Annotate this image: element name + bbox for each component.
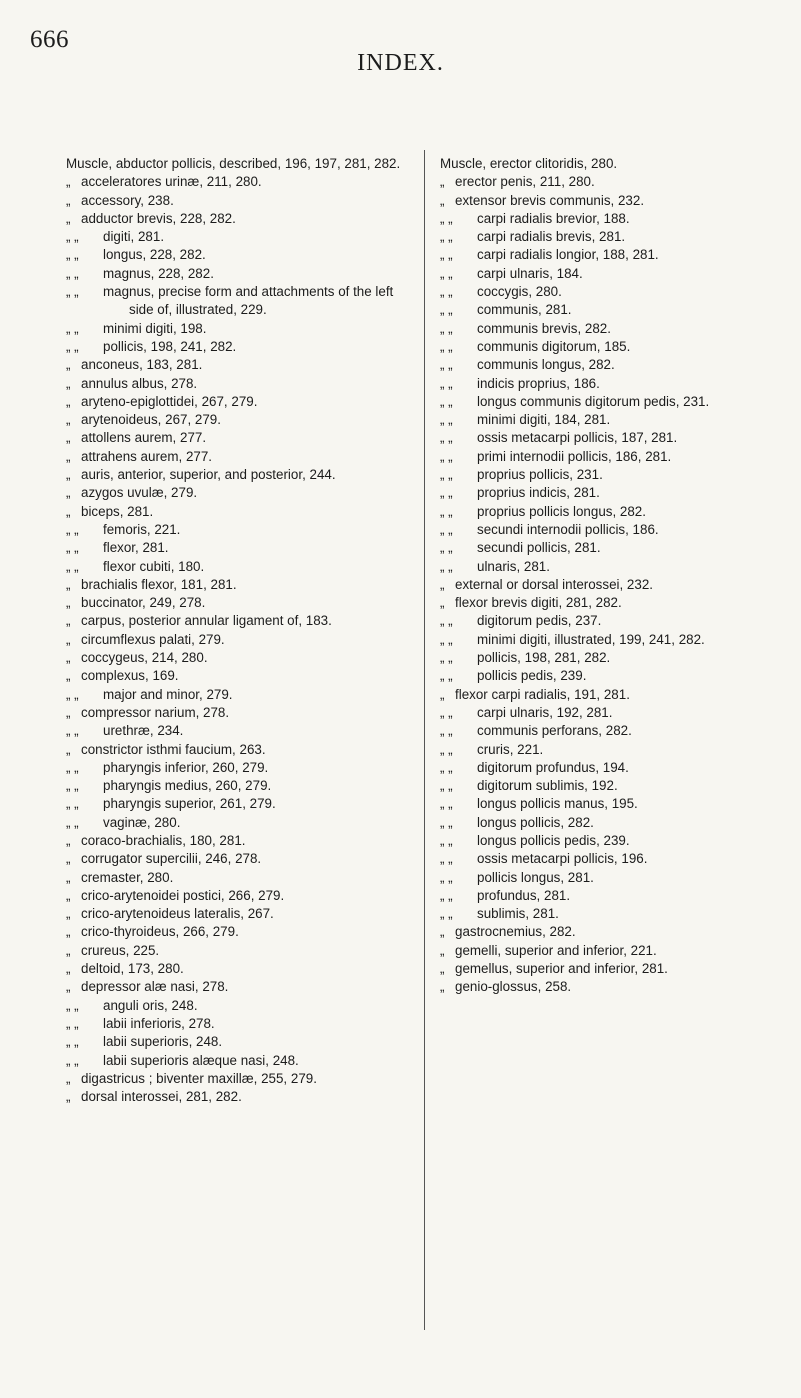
- index-entry-text: circumflexus palati, 279.: [81, 631, 225, 647]
- index-entry: [440, 356, 785, 374]
- ditto-mark: „ „: [440, 704, 453, 720]
- column-divider: [424, 150, 425, 1330]
- index-entry-text: external or dorsal interossei, 232.: [455, 576, 653, 592]
- index-entry: [66, 246, 412, 264]
- ditto-mark: „: [440, 942, 445, 958]
- ditto-mark: „ „: [66, 814, 79, 830]
- index-entry: [66, 576, 412, 594]
- index-entry: [440, 777, 785, 795]
- index-entry-text: flexor, 281.: [103, 540, 169, 556]
- index-entry: [66, 1070, 412, 1088]
- ditto-mark: „: [66, 448, 71, 464]
- ditto-mark: „: [66, 412, 71, 428]
- ditto-mark: „ „: [66, 247, 79, 263]
- index-entry-text: femoris, 221.: [103, 521, 181, 537]
- index-entry: [440, 887, 785, 905]
- ditto-mark: „ „: [440, 412, 453, 428]
- index-entry: [66, 887, 412, 905]
- ditto-mark: „ „: [440, 302, 453, 318]
- index-entry-text: erector penis, 211, 280.: [455, 174, 595, 190]
- index-entry: [66, 741, 412, 759]
- index-entry-text: deltoid, 173, 280.: [81, 961, 184, 977]
- ditto-mark: „ „: [440, 503, 453, 519]
- index-entry-text: proprius pollicis longus, 282.: [477, 503, 646, 519]
- index-entry: [66, 210, 412, 228]
- ditto-mark: „ „: [66, 997, 79, 1013]
- index-entry: [440, 503, 785, 521]
- index-entry-text: auris, anterior, superior, and posterior, 244.: [81, 467, 336, 483]
- index-entry: [66, 429, 412, 447]
- ditto-mark: „: [66, 851, 71, 867]
- ditto-mark: „ „: [440, 778, 453, 794]
- index-entry-text: ossis metacarpi pollicis, 187, 281.: [477, 430, 678, 446]
- index-entry-text: digiti, 281.: [103, 229, 165, 245]
- index-entry-text: labii superioris alæque nasi, 248.: [103, 1052, 299, 1068]
- ditto-mark: „ „: [440, 357, 453, 373]
- ditto-mark: „: [66, 393, 71, 409]
- ditto-mark: „: [66, 192, 71, 208]
- ditto-mark: „ „: [440, 393, 453, 409]
- ditto-mark: „: [66, 741, 71, 757]
- index-entry: [66, 795, 412, 813]
- index-entry-text: proprius pollicis, 231.: [477, 467, 603, 483]
- index-entry: [440, 521, 785, 539]
- ditto-mark: „: [66, 887, 71, 903]
- ditto-mark: „ „: [440, 485, 453, 501]
- index-entry-text: pollicis longus, 281.: [477, 869, 594, 885]
- index-entry-text: flexor carpi radialis, 191, 281.: [455, 686, 630, 702]
- index-entry-text: proprius indicis, 281.: [477, 485, 600, 501]
- ditto-mark: „: [440, 174, 445, 190]
- index-entry-text: flexor brevis digiti, 281, 282.: [455, 595, 622, 611]
- index-entry: [66, 686, 412, 704]
- index-entry-text: brachialis flexor, 181, 281.: [81, 576, 237, 592]
- ditto-mark: „ „: [440, 247, 453, 263]
- index-entry-text: longus pollicis, 282.: [477, 814, 594, 830]
- index-entry: [440, 320, 785, 338]
- index-entry-text: digitorum sublimis, 192.: [477, 778, 618, 794]
- index-entry: [440, 869, 785, 887]
- index-entry-text: communis, 281.: [477, 302, 572, 318]
- index-entry: [440, 594, 785, 612]
- ditto-mark: „ „: [440, 265, 453, 281]
- index-entry: [66, 850, 412, 868]
- index-entry: [440, 722, 785, 740]
- index-entry-text: pharyngis medius, 260, 279.: [103, 778, 272, 794]
- index-entry: [440, 484, 785, 502]
- ditto-mark: „: [66, 1070, 71, 1086]
- ditto-mark: „ „: [440, 723, 453, 739]
- index-entry: [440, 246, 785, 264]
- index-entry-text: pollicis, 198, 281, 282.: [477, 650, 611, 666]
- ditto-mark: „: [66, 430, 71, 446]
- index-entry: [66, 1015, 412, 1033]
- ditto-mark: „: [66, 1089, 71, 1105]
- index-entry: [440, 393, 785, 411]
- index-entry: [66, 1088, 412, 1106]
- index-entry-text: compressor narium, 278.: [81, 704, 230, 720]
- index-entry: [440, 466, 785, 484]
- index-entry-text: carpi radialis brevis, 281.: [477, 229, 626, 245]
- ditto-mark: „ „: [66, 284, 79, 300]
- index-entry: [440, 795, 785, 813]
- index-entry: [66, 594, 412, 612]
- index-entry: [66, 521, 412, 539]
- ditto-mark: „: [440, 595, 445, 611]
- index-entry: [66, 265, 412, 283]
- index-entry: [440, 923, 785, 941]
- ditto-mark: „: [66, 503, 71, 519]
- index-entry: [66, 466, 412, 484]
- ditto-mark: „ „: [440, 210, 453, 226]
- index-entry-text: minimi digiti, 198.: [103, 320, 207, 336]
- index-entry: [66, 997, 412, 1015]
- index-entry-text: complexus, 169.: [81, 668, 179, 684]
- index-entry: [440, 905, 785, 923]
- index-entry: [66, 978, 412, 996]
- index-entry: [440, 942, 785, 960]
- index-entry: [440, 448, 785, 466]
- index-entry: [440, 667, 785, 685]
- index-entry-text: gastrocnemius, 282.: [455, 924, 576, 940]
- index-entry-text: communis perforans, 282.: [477, 723, 632, 739]
- index-entry-text: longus, 228, 282.: [103, 247, 206, 263]
- ditto-mark: „: [66, 906, 71, 922]
- ditto-mark: „ „: [440, 759, 453, 775]
- ditto-mark: „: [66, 485, 71, 501]
- index-entry: [66, 320, 412, 338]
- ditto-mark: „ „: [66, 778, 79, 794]
- index-entry: [66, 411, 412, 429]
- ditto-mark: „: [66, 375, 71, 391]
- index-entry-text: attollens aurem, 277.: [81, 430, 207, 446]
- index-entry: [440, 704, 785, 722]
- index-entry-text: minimi digiti, 184, 281.: [477, 412, 611, 428]
- index-entry: [440, 155, 785, 173]
- ditto-mark: „ „: [440, 229, 453, 245]
- index-entry: [66, 283, 412, 320]
- index-entry: [440, 741, 785, 759]
- ditto-mark: „ „: [440, 851, 453, 867]
- index-entry: [66, 539, 412, 557]
- index-entry: [66, 612, 412, 630]
- index-entry: [440, 612, 785, 630]
- index-entry: [66, 173, 412, 191]
- ditto-mark: „ „: [440, 430, 453, 446]
- index-entry: [66, 1052, 412, 1070]
- ditto-mark: „ „: [66, 759, 79, 775]
- ditto-mark: „: [440, 686, 445, 702]
- index-entry-text: constrictor isthmi faucium, 263.: [81, 741, 266, 757]
- index-entry: [66, 667, 412, 685]
- ditto-mark: „ „: [66, 540, 79, 556]
- index-entry-text: secundi internodii pollicis, 186.: [477, 521, 659, 537]
- ditto-mark: „: [66, 210, 71, 226]
- index-entry: [66, 923, 412, 941]
- index-entry-text: carpus, posterior annular ligament of, 183.: [81, 613, 332, 629]
- index-entry: [66, 631, 412, 649]
- index-entry: [440, 960, 785, 978]
- ditto-mark: „ „: [440, 814, 453, 830]
- index-entry-text: corrugator supercilii, 246, 278.: [81, 851, 262, 867]
- ditto-mark: „ „: [66, 229, 79, 245]
- index-entry: [440, 832, 785, 850]
- ditto-mark: „ „: [66, 265, 79, 281]
- index-entry-text: arytenoideus, 267, 279.: [81, 412, 221, 428]
- index-entry-text: urethræ, 234.: [103, 723, 184, 739]
- index-entry: [66, 393, 412, 411]
- index-entry-text: accessory, 238.: [81, 192, 174, 208]
- ditto-mark: „ „: [440, 832, 453, 848]
- ditto-mark: „ „: [66, 320, 79, 336]
- ditto-mark: „: [66, 357, 71, 373]
- index-entry-text: profundus, 281.: [477, 887, 571, 903]
- index-entry: [440, 173, 785, 191]
- index-entry-text: magnus, precise form and attachments of the left side of, illustrated, 229.: [103, 284, 394, 318]
- ditto-mark: „: [66, 576, 71, 592]
- index-entry: [440, 265, 785, 283]
- ditto-mark: „ „: [440, 467, 453, 483]
- ditto-mark: „ „: [66, 1052, 79, 1068]
- index-entry-text: pollicis, 198, 241, 282.: [103, 338, 237, 354]
- index-entry-text: carpi radialis longior, 188, 281.: [477, 247, 659, 263]
- ditto-mark: „ „: [440, 448, 453, 464]
- ditto-mark: „ „: [66, 338, 79, 354]
- index-entry-text: primi internodii pollicis, 186, 281.: [477, 448, 672, 464]
- index-entry-text: crico-arytenoideus lateralis, 267.: [81, 906, 274, 922]
- index-entry-text: vaginæ, 280.: [103, 814, 181, 830]
- index-entry: [66, 558, 412, 576]
- index-entry: [440, 283, 785, 301]
- index-entry: [440, 558, 785, 576]
- index-entry: [66, 777, 412, 795]
- index-entry-text: dorsal interossei, 281, 282.: [81, 1089, 242, 1105]
- index-entry-text: ulnaris, 281.: [477, 558, 550, 574]
- running-head: INDEX.: [357, 50, 444, 76]
- index-entry-text: carpi radialis brevior, 188.: [477, 210, 630, 226]
- index-entry-text: pollicis pedis, 239.: [477, 668, 587, 684]
- ditto-mark: „ „: [66, 686, 79, 702]
- ditto-mark: „ „: [440, 338, 453, 354]
- index-entry: [66, 338, 412, 356]
- index-entry-text: indicis proprius, 186.: [477, 375, 600, 391]
- index-entry-text: carpi ulnaris, 184.: [477, 265, 583, 281]
- index-entry: [440, 210, 785, 228]
- index-entry-text: flexor cubiti, 180.: [103, 558, 205, 574]
- ditto-mark: „: [66, 704, 71, 720]
- index-entry-text: extensor brevis communis, 232.: [455, 192, 645, 208]
- index-entry: [66, 869, 412, 887]
- index-entry: [440, 978, 785, 996]
- index-entry-text: Muscle, erector clitoridis, 280.: [440, 156, 618, 171]
- ditto-mark: „ „: [66, 558, 79, 574]
- index-entry-text: azygos uvulæ, 279.: [81, 485, 198, 501]
- index-entry: [66, 503, 412, 521]
- index-entry: [66, 704, 412, 722]
- index-entry-text: coccygeus, 214, 280.: [81, 650, 208, 666]
- index-entry-text: magnus, 228, 282.: [103, 265, 214, 281]
- ditto-mark: „ „: [440, 320, 453, 336]
- index-entry-text: depressor alæ nasi, 278.: [81, 979, 229, 995]
- index-entry-text: labii superioris, 248.: [103, 1034, 223, 1050]
- index-entry: [66, 960, 412, 978]
- index-entry-text: gemelli, superior and inferior, 221.: [455, 942, 657, 958]
- ditto-mark: „ „: [440, 741, 453, 757]
- ditto-mark: „: [440, 576, 445, 592]
- ditto-mark: „: [66, 631, 71, 647]
- ditto-mark: „: [66, 467, 71, 483]
- index-entry: [440, 301, 785, 319]
- index-entry-text: crico-thyroideus, 266, 279.: [81, 924, 239, 940]
- ditto-mark: „: [66, 942, 71, 958]
- index-entry-text: communis brevis, 282.: [477, 320, 611, 336]
- index-entry: [66, 375, 412, 393]
- ditto-mark: „ „: [440, 558, 453, 574]
- index-column-right: [440, 155, 785, 997]
- ditto-mark: „ „: [440, 284, 453, 300]
- index-entry-text: communis longus, 282.: [477, 357, 615, 373]
- index-entry-text: labii inferioris, 278.: [103, 1015, 215, 1031]
- index-entry-text: longus communis digitorum pedis, 231.: [477, 393, 710, 409]
- index-entry-text: carpi ulnaris, 192, 281.: [477, 704, 613, 720]
- index-entry-text: digastricus ; biventer maxillæ, 255, 279.: [81, 1070, 317, 1086]
- ditto-mark: „ „: [440, 796, 453, 812]
- index-entry: [66, 814, 412, 832]
- index-entry-text: coraco-brachialis, 180, 281.: [81, 832, 246, 848]
- index-entry: [440, 814, 785, 832]
- ditto-mark: „: [66, 924, 71, 940]
- index-entry-text: annulus albus, 278.: [81, 375, 198, 391]
- ditto-mark: „: [66, 650, 71, 666]
- index-entry-text: Muscle, abductor pollicis, described, 196, 197, 281, 282.: [66, 156, 401, 171]
- ditto-mark: „ „: [440, 887, 453, 903]
- index-column-left: [66, 155, 412, 1106]
- ditto-mark: „: [66, 668, 71, 684]
- ditto-mark: „ „: [440, 869, 453, 885]
- index-entry-text: longus pollicis pedis, 239.: [477, 832, 630, 848]
- ditto-mark: „ „: [440, 906, 453, 922]
- index-entry: [440, 429, 785, 447]
- ditto-mark: „: [440, 924, 445, 940]
- index-entry: [440, 539, 785, 557]
- index-entry: [66, 356, 412, 374]
- ditto-mark: „: [440, 979, 445, 995]
- index-entry-text: major and minor, 279.: [103, 686, 233, 702]
- index-entry-text: communis digitorum, 185.: [477, 338, 631, 354]
- index-entry: [66, 759, 412, 777]
- index-entry: [66, 905, 412, 923]
- index-entry: [66, 832, 412, 850]
- index-entry-text: sublimis, 281.: [477, 906, 559, 922]
- ditto-mark: „: [66, 613, 71, 629]
- ditto-mark: „ „: [66, 1015, 79, 1031]
- ditto-mark: „ „: [440, 668, 453, 684]
- ditto-mark: „ „: [440, 631, 453, 647]
- ditto-mark: „ „: [66, 1034, 79, 1050]
- index-entry: [440, 375, 785, 393]
- index-entry: [440, 228, 785, 246]
- index-entry-text: buccinator, 249, 278.: [81, 595, 206, 611]
- index-entry-text: pharyngis superior, 261, 279.: [103, 796, 276, 812]
- index-entry: [440, 850, 785, 868]
- index-entry: [440, 631, 785, 649]
- index-entry: [66, 448, 412, 466]
- ditto-mark: „: [66, 961, 71, 977]
- index-entry: [66, 1033, 412, 1051]
- index-entry-text: biceps, 281.: [81, 503, 154, 519]
- index-entry: [440, 649, 785, 667]
- index-entry-text: crureus, 225.: [81, 942, 160, 958]
- ditto-mark: „ „: [66, 796, 79, 812]
- ditto-mark: „ „: [440, 540, 453, 556]
- page-number: 666: [30, 26, 69, 53]
- index-entry-text: minimi digiti, illustrated, 199, 241, 282.: [477, 631, 705, 647]
- index-entry-text: crico-arytenoidei postici, 266, 279.: [81, 887, 285, 903]
- index-entry-text: gemellus, superior and inferior, 281.: [455, 961, 668, 977]
- index-entry: [66, 649, 412, 667]
- ditto-mark: „: [66, 979, 71, 995]
- index-entry: [66, 942, 412, 960]
- ditto-mark: „ „: [440, 613, 453, 629]
- index-entry-text: ossis metacarpi pollicis, 196.: [477, 851, 648, 867]
- index-entry: [440, 192, 785, 210]
- index-entry-text: cremaster, 280.: [81, 869, 174, 885]
- ditto-mark: „ „: [440, 650, 453, 666]
- ditto-mark: „: [440, 961, 445, 977]
- index-entry: [440, 411, 785, 429]
- index-entry: [440, 576, 785, 594]
- index-entry-text: attrahens aurem, 277.: [81, 448, 213, 464]
- index-entry-text: longus pollicis manus, 195.: [477, 796, 638, 812]
- ditto-mark: „ „: [440, 375, 453, 391]
- index-entry-text: coccygis, 280.: [477, 284, 562, 300]
- index-entry: [66, 192, 412, 210]
- index-entry-text: cruris, 221.: [477, 741, 544, 757]
- index-entry-text: anguli oris, 248.: [103, 997, 198, 1013]
- index-entry-text: digitorum profundus, 194.: [477, 759, 629, 775]
- ditto-mark: „: [66, 832, 71, 848]
- ditto-mark: „: [66, 174, 71, 190]
- index-entry-text: digitorum pedis, 237.: [477, 613, 602, 629]
- ditto-mark: „ „: [66, 723, 79, 739]
- index-entry-text: secundi pollicis, 281.: [477, 540, 601, 556]
- ditto-mark: „: [440, 192, 445, 208]
- index-entry-text: genio-glossus, 258.: [455, 979, 572, 995]
- index-entry: [440, 338, 785, 356]
- index-entry-text: pharyngis inferior, 260, 279.: [103, 759, 269, 775]
- ditto-mark: „: [66, 595, 71, 611]
- index-entry: [66, 484, 412, 502]
- index-entry: [66, 155, 412, 173]
- index-entry-text: anconeus, 183, 281.: [81, 357, 203, 373]
- index-entry: [66, 722, 412, 740]
- index-entry: [440, 759, 785, 777]
- index-entry-text: adductor brevis, 228, 282.: [81, 210, 236, 226]
- index-entry-text: acceleratores urinæ, 211, 280.: [81, 174, 262, 190]
- ditto-mark: „ „: [440, 521, 453, 537]
- index-entry-text: aryteno-epiglottidei, 267, 279.: [81, 393, 258, 409]
- ditto-mark: „: [66, 869, 71, 885]
- ditto-mark: „ „: [66, 521, 79, 537]
- index-entry: [66, 228, 412, 246]
- index-entry: [440, 686, 785, 704]
